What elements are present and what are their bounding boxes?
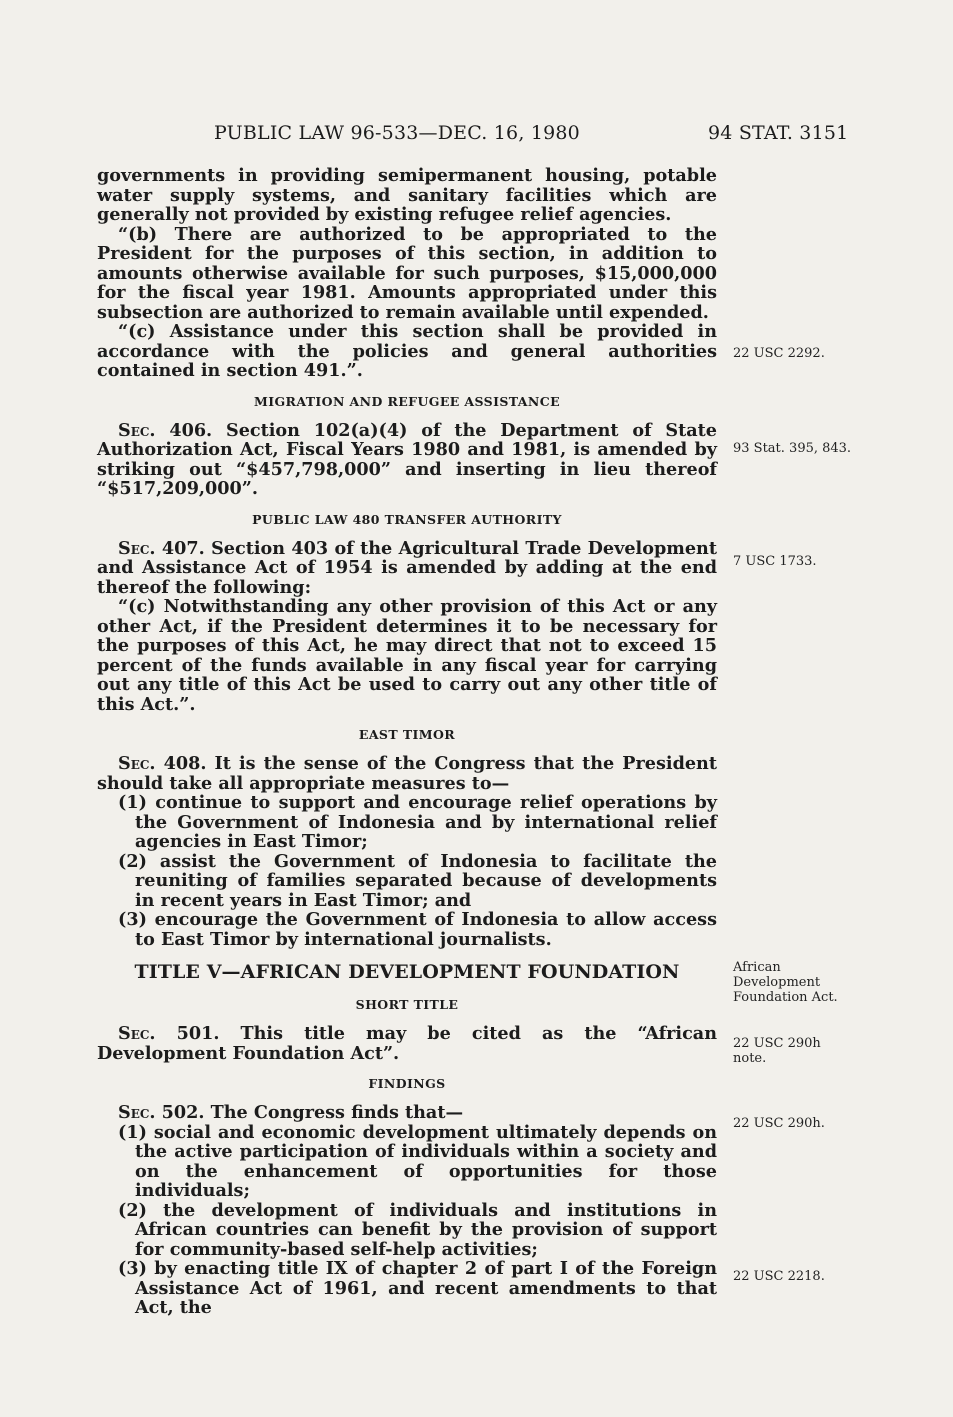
section-407-subsection-c: “(c) Notwithstanding any other provision of this Act or any other Act, if the President determines it to be necessary for the purposes of this Act, he may direct that not to exceed 15 percent of the funds available in any fiscal year for carrying out any title of this Act be used to carry out any other title of this Act.”. bbox=[97, 596, 717, 715]
section-408-item-2: (2) assist the Government of Indonesia to facilitate the reuniting of families separated because of developments in recent years in East Timor; and bbox=[118, 850, 717, 911]
section-502-item-1: (1) social and economic development ultimately depends on the active participation of individuals within a society and on the enhancement of opportunities for those individuals; bbox=[118, 1121, 717, 1201]
section-502-text: The Congress finds that— bbox=[210, 1102, 464, 1123]
margin-note-93stat: 93 Stat. 395, 843. bbox=[733, 441, 852, 456]
section-heading-migration: MIGRATION AND REFUGEE ASSISTANCE bbox=[253, 393, 561, 409]
margin-note-22usc2218: 22 USC 2218. bbox=[733, 1269, 825, 1284]
section-501-text: This title may be cited as the “African Development Foundation Act”. bbox=[97, 1023, 717, 1064]
main-text-column bbox=[97, 166, 717, 1318]
margin-note-adf-act bbox=[733, 960, 838, 1005]
section-502 bbox=[97, 1103, 717, 1123]
paragraph-continuation: governments in providing semipermanent housing, potable water supply systems, and sanitary facilities which are generally not provided by existing refugee relief agencies. bbox=[97, 165, 717, 225]
paragraph-subsection-b: “(b) There are authorized to be appropriated to the President for the purposes of this section, in addition to amounts otherwise available for such purposes, $15,000,000 for the fiscal year 1981. Amounts appropriated under this subsection are authorized to remain available until expended. bbox=[97, 223, 717, 323]
section-heading-short-title: SHORT TITLE bbox=[355, 997, 459, 1012]
section-408-item-1: (1) continue to support and encourage relief operations by the Government of Indonesia and by international relief agencies in East Timor; bbox=[118, 792, 717, 852]
margin-note-290h-line2: note. bbox=[733, 1051, 767, 1066]
section-408-label: Sec. 408. bbox=[118, 753, 207, 774]
section-501 bbox=[97, 1024, 717, 1063]
running-header-law: PUBLIC LAW 96-533—DEC. 16, 1980 bbox=[214, 122, 580, 144]
section-502-label: Sec. 502. bbox=[118, 1102, 205, 1123]
section-408-item-3: (3) encourage the Government of Indonesia to allow access to East Timor by international journalists. bbox=[118, 909, 717, 950]
title-v-heading: TITLE V—AFRICAN DEVELOPMENT FOUNDATION bbox=[134, 961, 680, 983]
section-407-text: Section 403 of the Agricultural Trade Development and Assistance Act of 1954 is amended by adding at the end thereof the following: bbox=[97, 537, 717, 598]
margin-note-adf-line2: Development bbox=[733, 975, 821, 990]
section-406 bbox=[97, 421, 717, 499]
section-502-item-2: (2) the development of individuals and institutions in African countries can benefit by the provision of support for community-based self-help activities; bbox=[118, 1199, 717, 1260]
section-407 bbox=[97, 539, 717, 598]
margin-note-290h-line1: 22 USC 290h bbox=[733, 1036, 821, 1051]
margin-note-22usc290h: 22 USC 290h. bbox=[733, 1116, 825, 1131]
section-502-item-3: (3) by enacting title IX of chapter 2 of part I of the Foreign Assistance Act of 1961, and recent amendments to that Act, the bbox=[118, 1258, 717, 1318]
section-406-text: Section 102(a)(4) of the Department of State Authorization Act, Fiscal Years 1980 and 1981, is amended by striking out “$457,798,000” and inserting in lieu thereof “$517,209,000”. bbox=[97, 419, 717, 499]
section-501-label: Sec. 501. bbox=[118, 1023, 220, 1044]
margin-note-22usc2292: 22 USC 2292. bbox=[733, 346, 825, 361]
margin-note-7usc1733: 7 USC 1733. bbox=[733, 554, 817, 569]
margin-note-adf-line3: Foundation Act. bbox=[733, 990, 838, 1005]
margin-note-adf-line1: African bbox=[733, 960, 781, 975]
section-heading-findings: FINDINGS bbox=[368, 1076, 446, 1091]
section-408 bbox=[97, 754, 717, 793]
section-heading-east-timor: EAST TIMOR bbox=[358, 727, 456, 742]
section-407-label: Sec. 407. bbox=[118, 537, 205, 559]
running-header-stat: 94 STAT. 3151 bbox=[708, 122, 849, 144]
section-406-label: Sec. 406. bbox=[118, 419, 213, 441]
section-heading-pl480: PUBLIC LAW 480 TRANSFER AUTHORITY bbox=[252, 511, 562, 527]
paragraph-subsection-c: “(c) Assistance under this section shall be provided in accordance with the policies and general authorities contained in section 491.”. bbox=[97, 321, 717, 381]
section-408-text: It is the sense of the Congress that the President should take all appropriate measures to— bbox=[97, 753, 717, 794]
margin-note-22usc290h-note bbox=[733, 1036, 821, 1066]
